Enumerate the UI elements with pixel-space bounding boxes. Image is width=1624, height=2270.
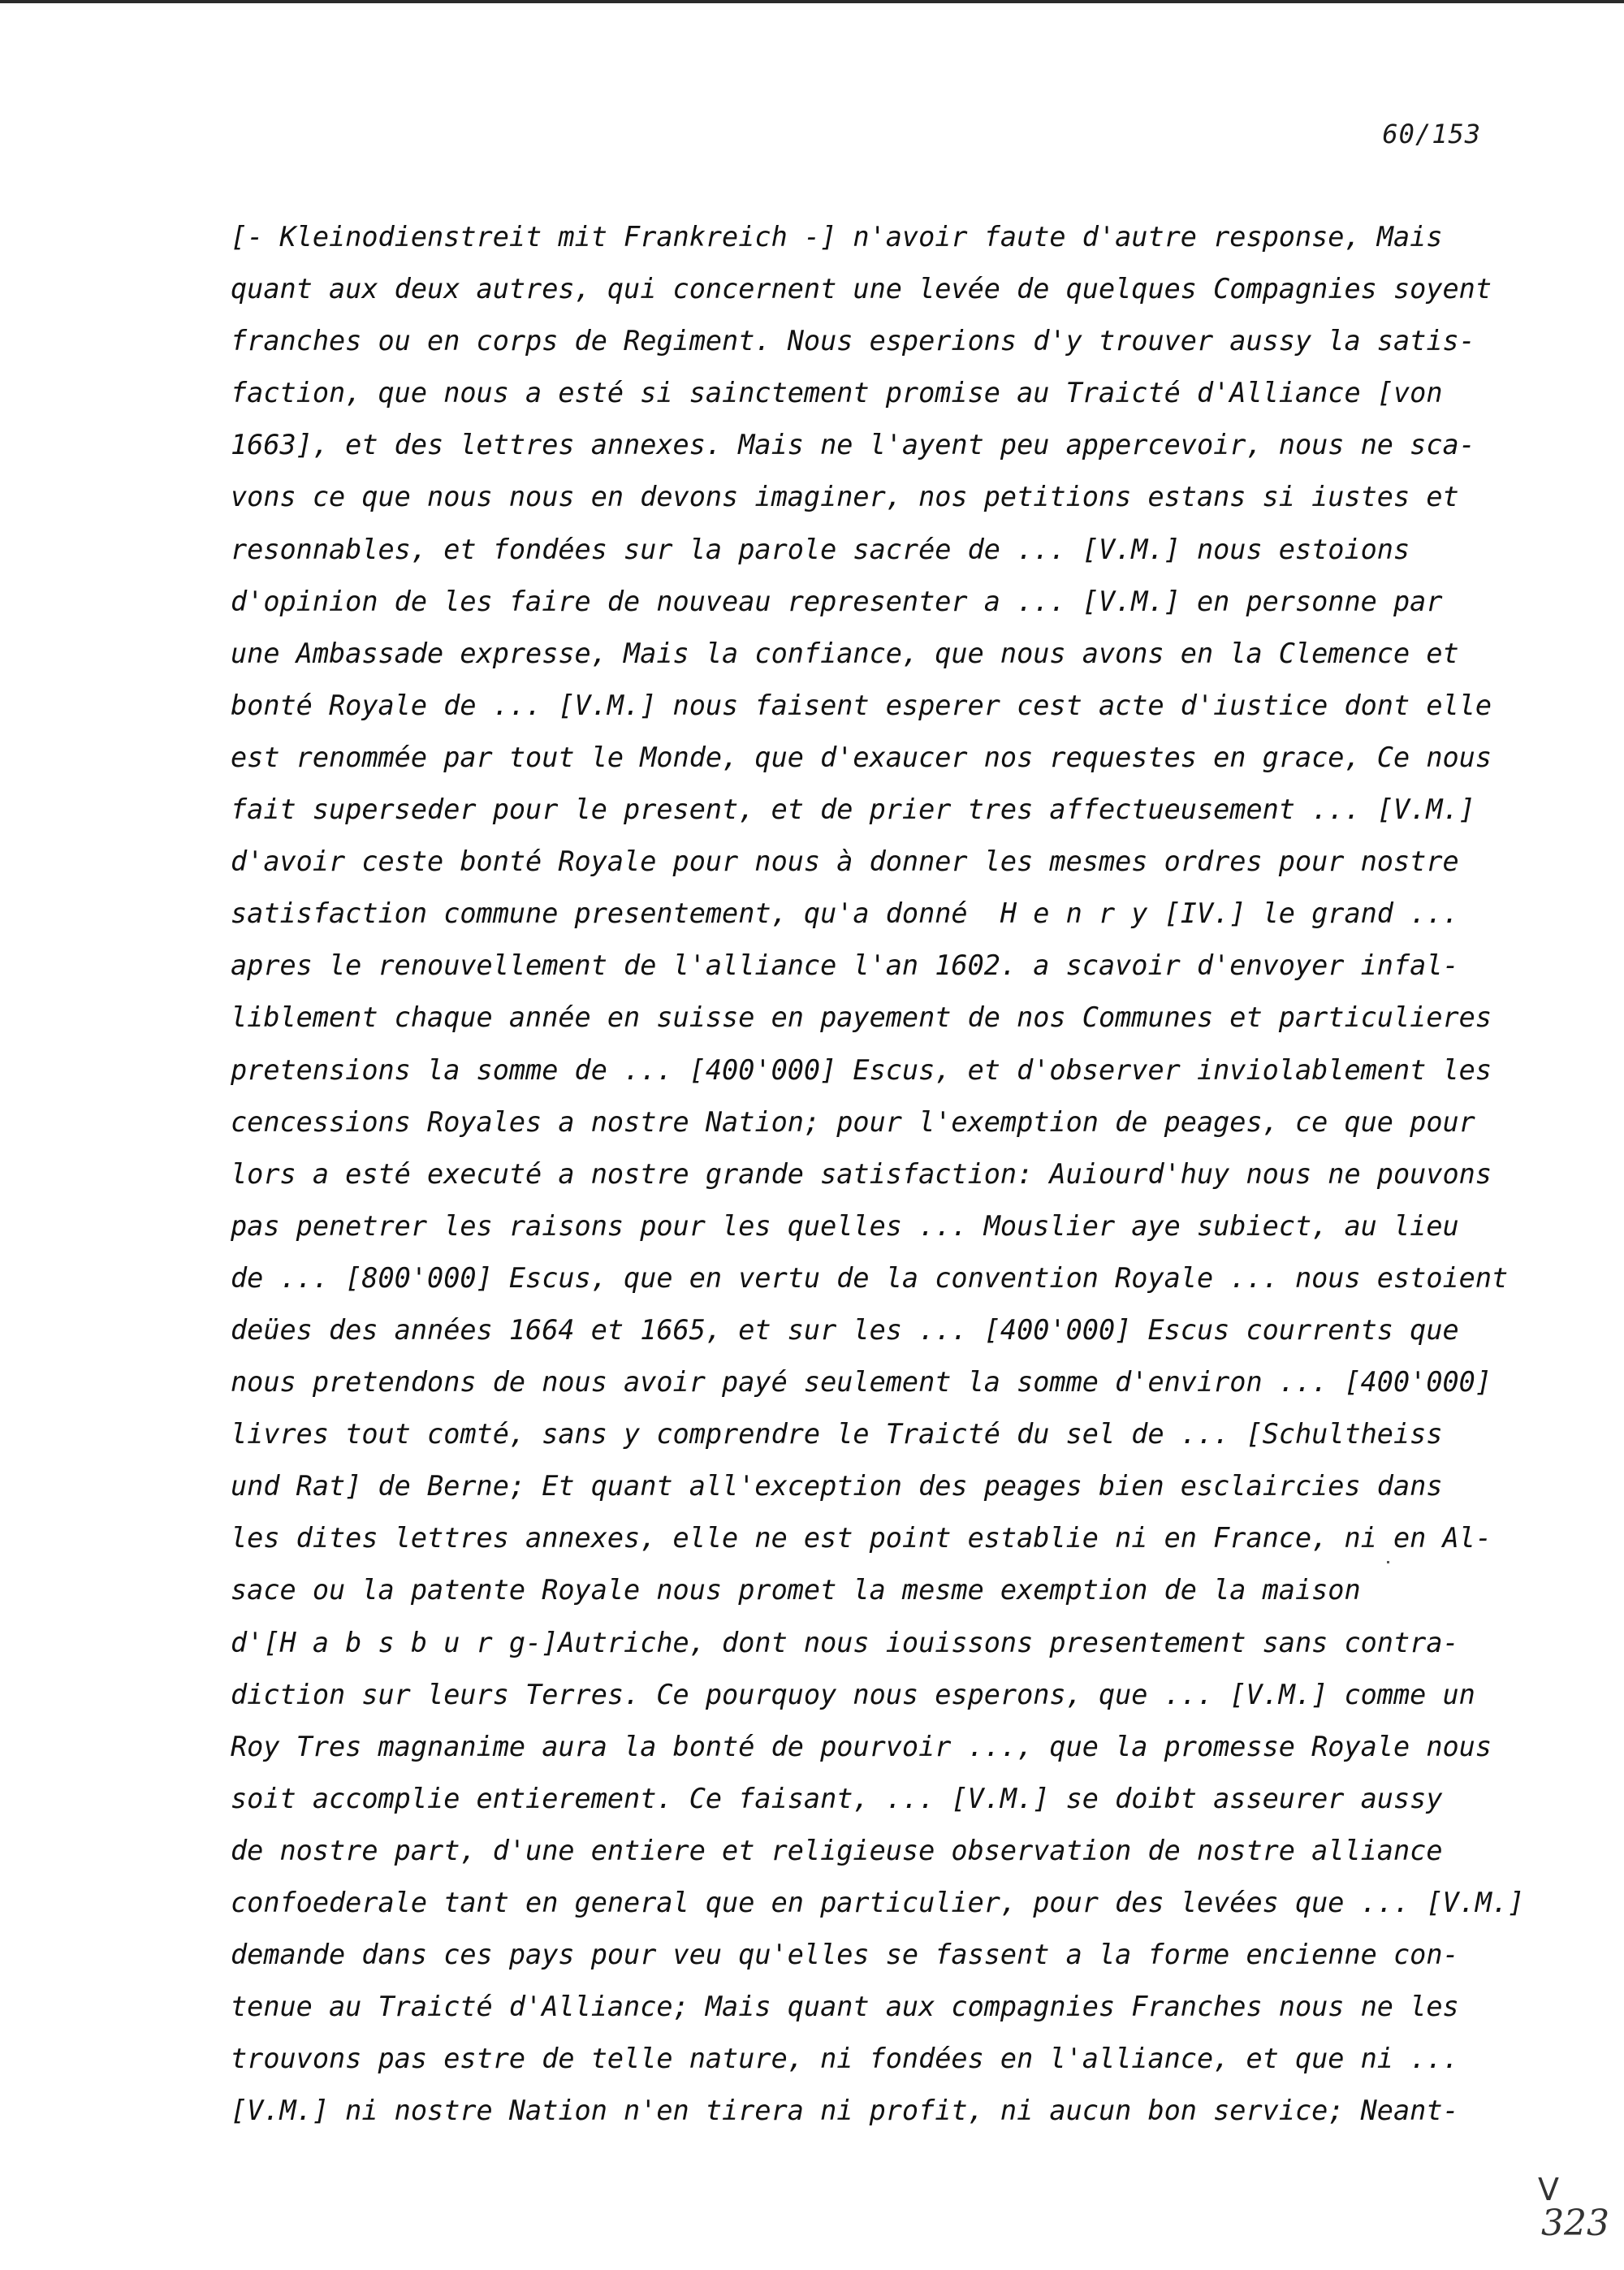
text-line: apres le renouvellement de l'alliance l'an 1602. a scavoir d'envoyer infal- bbox=[231, 949, 1459, 982]
text-line: pretensions la somme de ... [400'000] Escus, et d'observer inviolablement les bbox=[231, 1053, 1492, 1086]
text-line: [V.M.] ni nostre Nation n'en tirera ni profit, ni aucun bon service; Neant- bbox=[231, 2095, 1459, 2127]
text-line: cencessions Royales a nostre Nation; pour l'exemption de peages, ce que pour bbox=[231, 1105, 1475, 1138]
text-line: une Ambassade expresse, Mais la confiance, que nous avons en la Clemence et bbox=[231, 637, 1459, 669]
text-line: nous pretendons de nous avoir payé seulement la somme d'environ ... [400'000] bbox=[231, 1366, 1492, 1399]
text-line: [- Kleinodienstreit mit Frankreich -] n'avoir faute d'autre response, Mais bbox=[231, 221, 1443, 253]
stray-dot bbox=[1387, 1561, 1389, 1563]
text-line: bonté Royale de ... [V.M.] nous faisent esperer cest acte d'iustice dont elle bbox=[231, 689, 1492, 721]
text-line: d'[H a b s b u r g-]Autriche, dont nous iouissons presentement sans contra- bbox=[231, 1626, 1459, 1658]
text-line: d'avoir ceste bonté Royale pour nous à donner les mesmes ordres pour nostre bbox=[231, 845, 1459, 878]
text-line: und Rat] de Berne; Et quant all'exception des peages bien esclaircies dans bbox=[231, 1470, 1443, 1503]
text-line: quant aux deux autres, qui concernent une levée de quelques Compagnies soyent bbox=[231, 273, 1492, 305]
text-line: d'opinion de les faire de nouveau representer a ... [V.M.] en personne par bbox=[231, 585, 1443, 617]
text-line: satisfaction commune presentement, qu'a donné H e n r y [IV.] le grand ... bbox=[231, 897, 1459, 930]
text-line: liblement chaque année en suisse en payement de nos Communes et particulieres bbox=[231, 1001, 1492, 1034]
text-line: Roy Tres magnanime aura la bonté de pourvoir ..., que la promesse Royale nous bbox=[231, 1730, 1492, 1762]
page-number: 60/153 bbox=[1382, 119, 1481, 149]
text-line: lors a esté executé a nostre grande satisfaction: Auiourd'huy nous ne pouvons bbox=[231, 1157, 1492, 1190]
text-line: resonnables, et fondées sur la parole sacrée de ... [V.M.] nous estoions bbox=[231, 533, 1410, 565]
text-line: demande dans ces pays pour veu qu'elles se fassent a la forme encienne con- bbox=[231, 1939, 1459, 1971]
text-line: fait superseder pour le present, et de prier tres affectueusement ... [V.M.] bbox=[231, 793, 1475, 826]
text-line: tenue au Traicté d'Alliance; Mais quant aux compagnies Franches nous ne les bbox=[231, 1991, 1459, 2023]
text-line: vons ce que nous nous en devons imaginer, nos petitions estans si iustes et bbox=[231, 481, 1459, 513]
text-line: deües des années 1664 et 1665, et sur les ... [400'000] Escus courrents que bbox=[231, 1313, 1459, 1346]
text-line: de ... [800'000] Escus, que en vertu de la convention Royale ... nous estoient bbox=[231, 1261, 1509, 1294]
body-text bbox=[231, 211, 1546, 2137]
text-line: diction sur leurs Terres. Ce pourquoy nous esperons, que ... [V.M.] comme un bbox=[231, 1678, 1475, 1710]
text-line: les dites lettres annexes, elle ne est point establie ni en France, ni en Al- bbox=[231, 1522, 1492, 1554]
text-line: faction, que nous a esté si sainctement promise au Traicté d'Alliance [von bbox=[231, 377, 1443, 409]
text-line: est renommée par tout le Monde, que d'exaucer nos requestes en grace, Ce nous bbox=[231, 741, 1492, 773]
text-line: soit accomplie entierement. Ce faisant, ... [V.M.] se doibt asseurer aussy bbox=[231, 1782, 1443, 1814]
text-line: confoederale tant en general que en particulier, pour des levées que ... [V.M.] bbox=[231, 1887, 1525, 1918]
text-line: franches ou en corps de Regiment. Nous esperions d'y trouver aussy la satis- bbox=[231, 325, 1475, 357]
page-top-edge bbox=[0, 0, 1624, 3]
text-line: sace ou la patente Royale nous promet la mesme exemption de la maison bbox=[231, 1574, 1361, 1606]
text-line: pas penetrer les raisons pour les quelles ... Mouslier aye subiect, au lieu bbox=[231, 1209, 1459, 1242]
handwritten-tick-mark: V bbox=[1538, 2172, 1559, 2207]
text-line: 1663], et des lettres annexes. Mais ne l'ayent peu appercevoir, nous ne sca- bbox=[231, 429, 1475, 461]
handwritten-folio-number: 323 bbox=[1541, 2203, 1609, 2244]
text-line: de nostre part, d'une entiere et religieuse observation de nostre alliance bbox=[231, 1834, 1443, 1866]
text-line: livres tout comté, sans y comprendre le Traicté du sel de ... [Schultheiss bbox=[231, 1418, 1443, 1451]
text-line: trouvons pas estre de telle nature, ni fondées en l'alliance, et que ni ... bbox=[231, 2043, 1459, 2075]
